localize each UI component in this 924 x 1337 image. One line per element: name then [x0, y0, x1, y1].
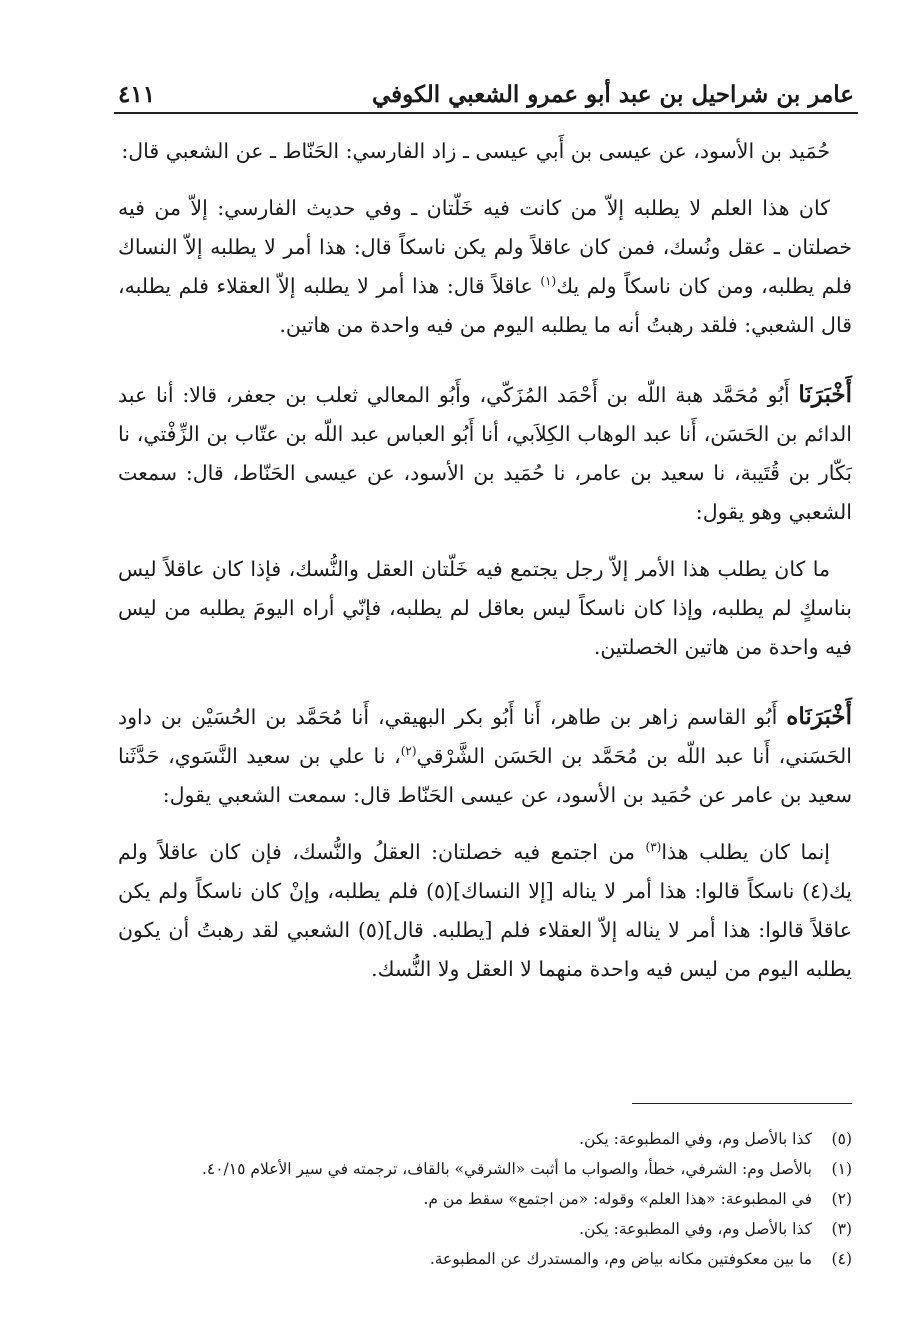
footnote-number: (٥)	[831, 1130, 852, 1148]
footnote	[118, 1214, 852, 1244]
isnad-lead: أَخْبَرَنَاه	[786, 703, 852, 730]
paragraph: إنما كان يطلب هذا$^{(٣)}$ من اجتمع فيه خصلتان: العقلُ والنُّسك، فإن كان عاقلاً ولم يك(٤) ناسكاً قالوا: هذا أمر لا يناله [إلا النساك](٥) فلم يطلبه، وإنْ كان ناسكاً ولم يكن عاقلاً قالوا: هذا أمر لا يناله إلاّ العقلاء فلم [يطلبه. قال](٥) الشعبي لقد رهبتُ أن يكون يطلبه اليوم من ليس فيه واحدة منهما لا العقل ولا النُّسك.	[118, 840, 852, 981]
footnote-text: ما بين معكوفتين مكانه بياض وم، والمستدرك عن المطبوعة.	[429, 1250, 812, 1268]
footnote-number: (٤)	[831, 1250, 852, 1268]
footnote-number: (٢)	[831, 1190, 852, 1208]
paragraph: أَخْبَرَنَا أَبُو مُحَمَّد هبة اللّه بن أَحْمَد المُزَكّي، وأَبُو المعالي ثعلب بن جعفر، قالا: أنا عبد الدائم بن الحَسَن، أَنا عبد الوهاب الكِلاَبي، أنا أَبُو العباس عبد اللّه بن عتّاب بن الزِّفْتي، نا بَكّار بن قُتَيبة، نا سعيد بن عامر، نا حُمَيد بن الأسود، عن عيسى الحَنّاط، قال: سمعت الشعبي وهو يقول:	[118, 381, 852, 524]
paragraph: أَخْبَرَنَاه أَبُو القاسم زاهر بن طاهر، أَنا أَبُو بكر البهيقي، أَنا مُحَمَّد بن الحُسَيْن بن داود الحَسَني، أَنا عبد اللّه بن مُحَمَّد بن الحَسَن الشَّرْقي$^{(٢)}$، نا علي بن سعيد النَّسَوي، حَدَّثَنا سعيد بن عامر عن حُمَيد بن الأسود، عن عيسى الحَنّاط قال: سمعت الشعبي يقول:	[118, 703, 852, 807]
footnote-ref: (٣)	[645, 840, 662, 855]
footnote-text: بالأصل وم: الشرفي، خطأ، والصواب ما أثبت «الشرقي» بالقاف، ترجمته في سير الأعلام ٤٠/١٥.	[201, 1160, 812, 1178]
footnotes	[118, 1124, 852, 1274]
running-header	[118, 72, 854, 108]
footnote-number: (١)	[831, 1160, 852, 1178]
footnote	[118, 1154, 852, 1184]
footnote-text: كذا بالأصل وم، وفي المطبوعة: يكن.	[579, 1220, 812, 1238]
footnote-ref: (٢)	[400, 744, 417, 759]
header-title: عامر بن شراحيل بن عبد أبو عمرو الشعبي الكوفي	[371, 81, 854, 108]
paragraph: ما كان يطلب هذا الأمر إلاّ رجل يجتمع فيه خَلّتان العقل والنُّسك، فإذا كان عاقلاً ليس بناسكٍ لم يطلبه، وإذا كان ناسكاً ليس بعاقل لم يطلبه، فإنّي أراه اليومَ يطلبه من ليس فيه واحدة من هاتين الخصلتين.	[118, 557, 852, 659]
footnote-rule	[632, 1103, 852, 1104]
footnote	[118, 1244, 852, 1274]
footnote-text: في المطبوعة: «هذا العلم» وقوله: «من اجتمع» سقط من م.	[423, 1190, 812, 1208]
main-text	[118, 132, 852, 1007]
footnote-number: (٣)	[831, 1220, 852, 1238]
header-rule	[114, 112, 858, 114]
footnote	[118, 1184, 852, 1214]
footnote	[118, 1124, 852, 1154]
page-number: ٤١١	[118, 81, 156, 108]
paragraph: كان هذا العلم لا يطلبه إلاّ من كانت فيه خَلّتان ـ وفي حديث الفارسي: إلاّ من فيه خصلتان ـ عقل ونُسك، فمن كان عاقلاً ولم يكن ناسكاً قال: هذا أمر لا يطلبه إلاّ النساك فلم يطلبه، ومن كان ناسكاً ولم يك$^{(١)}$ عاقلاً قال: هذا أمر لا يطلبه إلاّ العقلاء فلم يطلبه، قال الشعبي: فلقد رهبتُ أنه ما يطلبه اليوم من فيه واحدة من هاتين.	[118, 196, 852, 337]
isnad-lead: أَخْبَرَنَا	[798, 381, 852, 408]
paragraph: حُمَيد بن الأسود، عن عيسى بن أَبي عيسى ـ زاد الفارسي: الحَنّاط ـ عن الشعبي قال:	[121, 139, 830, 163]
footnote-text: كذا بالأصل وم، وفي المطبوعة: يكن.	[579, 1130, 812, 1148]
footnote-ref: (١)	[540, 274, 557, 289]
